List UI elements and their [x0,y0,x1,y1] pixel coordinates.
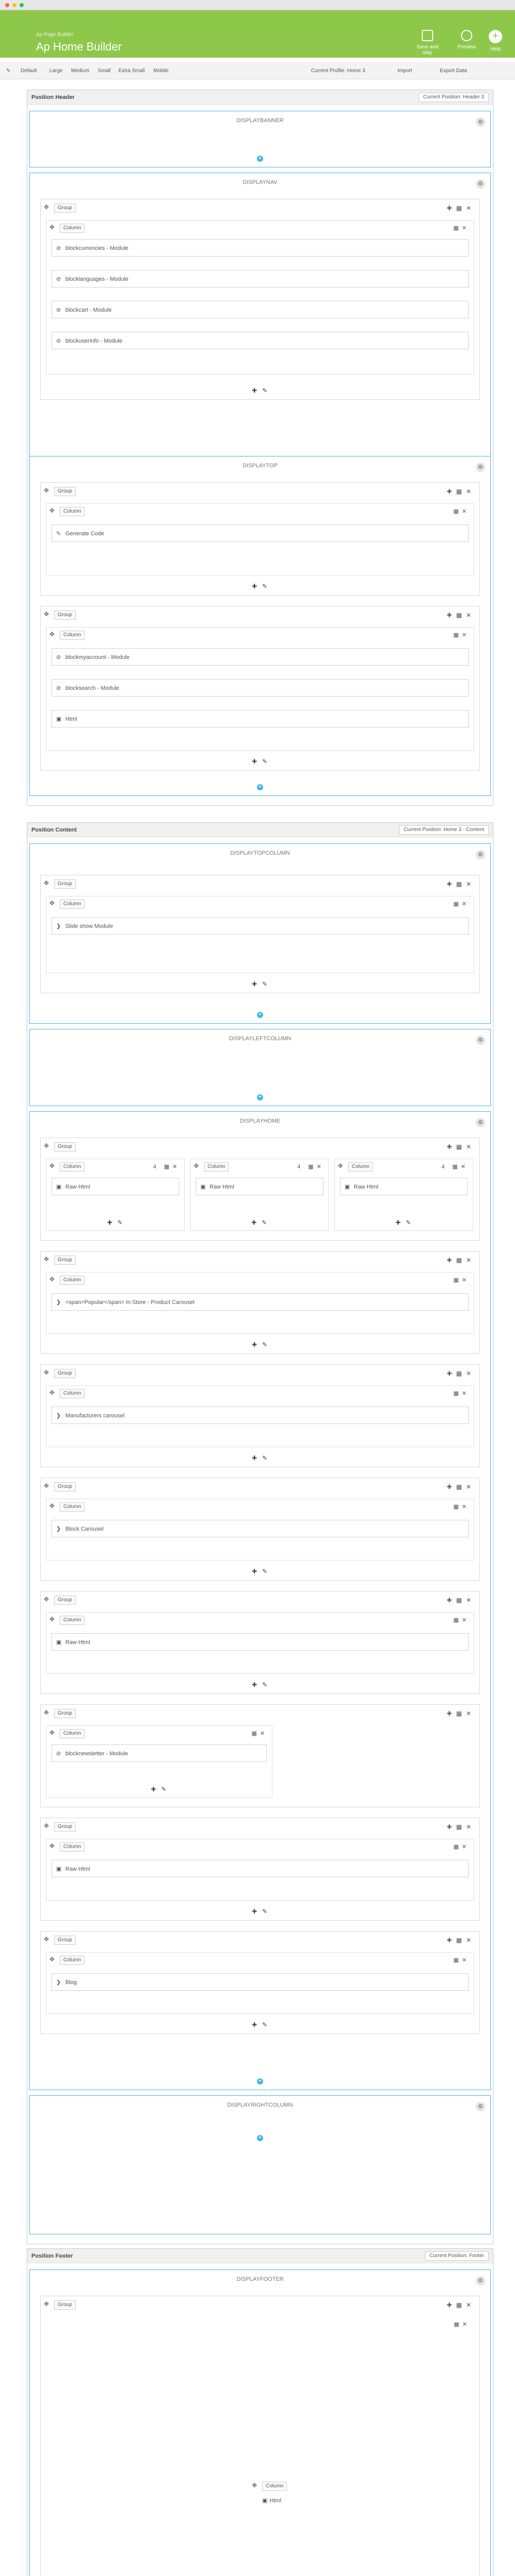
column-button[interactable]: Column [60,1162,84,1172]
import-button[interactable]: Import [398,68,413,74]
profile-selector[interactable]: Current Profile: Home 3 [311,68,366,74]
html-icon: ▣ [345,1184,350,1190]
settings-icon[interactable]: ✎ [6,68,11,74]
column [46,627,474,751]
module-label: blocklanguages - Module [65,276,129,282]
module-item[interactable] [52,1973,469,1991]
device-small[interactable]: Small [98,68,111,74]
move-icon[interactable]: ✥ [49,507,55,514]
group [40,1478,480,1581]
column-button[interactable]: Column [60,1389,84,1398]
add-group-icon[interactable]: + [257,1012,263,1018]
column [46,896,474,973]
column-tools[interactable]: 4 ▦✕ [297,1164,324,1170]
column-width[interactable]: 4 [441,1164,448,1170]
module-item[interactable] [52,1744,267,1762]
chevron-right-icon: ❯ [56,1413,61,1419]
group-tools[interactable]: ✚▦✕ [447,1823,475,1831]
save-label: Save and stay [416,44,439,56]
column [46,1612,474,1674]
column-add-tools[interactable]: ✚✎ [252,1908,273,1915]
column-add-tools[interactable]: ✚✎ [252,1341,273,1348]
hook-displayhome [29,1111,491,2090]
module-label: Raw Html [354,1184,379,1190]
position-title: Position Footer [31,2253,73,2259]
group-tools[interactable]: ✚▦✕ [447,1143,475,1150]
column-button[interactable]: Column [204,1162,229,1172]
module-icon: ⊘ [56,338,61,344]
window-chrome [0,0,515,10]
position-selector[interactable]: Current Position: Footer [425,2251,489,2261]
column-add-tools[interactable]: ✚✎ [252,2021,273,2028]
html-icon: ▣ [56,1639,62,1646]
help-label: Help [490,46,501,52]
move-icon[interactable]: ✥ [49,1276,55,1283]
save-button[interactable] [412,30,443,56]
add-group-icon[interactable]: + [257,784,263,790]
move-icon[interactable]: ✥ [44,487,49,494]
module-item[interactable] [52,1520,469,1537]
column-button[interactable]: Column [60,224,84,233]
column-button[interactable]: Column [60,1276,84,1285]
group-button[interactable]: Group [54,2300,76,2310]
module-item[interactable] [52,917,469,935]
group-tools[interactable]: ✚▦✕ [447,1710,475,1717]
group-tools[interactable]: ✚▦✕ [447,488,475,495]
html-icon: ▣ [200,1184,206,1190]
move-icon[interactable]: ✥ [252,2482,258,2489]
minimize-dot-icon[interactable] [12,3,16,7]
chevron-right-icon: ❯ [56,1526,61,1532]
module-add-tools[interactable]: ✚✎ [151,1786,172,1793]
chevron-right-icon: ❯ [56,1299,61,1306]
move-icon[interactable]: ✥ [44,1709,49,1716]
group-tools[interactable]: ✚▦✕ [447,205,475,212]
hook-displaytopcolumn [29,843,491,1024]
chevron-right-icon: ❯ [56,1979,61,1986]
group-tools[interactable]: ✚▦✕ [447,1483,475,1490]
column-add-tools[interactable]: ✚✎ [252,387,273,394]
hook-name: DISPLAYTOP [242,463,278,469]
column-button[interactable]: Column [60,900,84,909]
group-button[interactable]: Group [54,1256,76,1265]
hook-displayrightcolumn [29,2095,491,2234]
module-icon: ⊘ [56,276,61,282]
column-button[interactable]: Column [60,1502,84,1512]
column-width[interactable]: 4 [297,1164,304,1170]
module-icon: ⊘ [56,245,61,251]
module-item[interactable] [52,270,469,287]
column-tools[interactable]: ▦✕ [453,1957,470,1963]
column [46,1839,474,1901]
help-button[interactable] [480,30,511,52]
hook-displayfooter [29,2269,491,2576]
html-icon: ▣ [56,1184,62,1190]
column-width[interactable]: 4 [153,1164,160,1170]
move-icon[interactable]: ✥ [44,1936,49,1943]
module-item[interactable] [196,1178,323,1195]
group-button[interactable]: Group [54,1369,76,1378]
group [40,875,480,993]
device-large[interactable]: Large [49,68,63,74]
column-tools[interactable]: ▦✕ [453,632,470,638]
group-button[interactable]: Group [54,204,76,213]
column-add-tools[interactable]: ✚✎ [252,1681,273,1688]
module-item[interactable] [52,679,469,697]
hook-displayleftcolumn [29,1029,491,1106]
column-tools[interactable]: ▦✕ [453,225,470,231]
column-tools[interactable]: ▦✕ [453,1504,470,1510]
group [40,1364,480,1467]
module-item[interactable] [52,710,469,727]
move-icon[interactable]: ✥ [44,1596,49,1603]
position-title: Position Content [31,827,77,833]
module-label: Raw Html [210,1184,234,1190]
device-toolbar-top [0,62,515,79]
position-selector[interactable]: Current Position: Home 3 - Content [399,825,489,835]
group-tools[interactable]: ✚▦✕ [447,1597,475,1604]
move-icon[interactable]: ✥ [44,1256,49,1263]
group-button[interactable]: Group [54,487,76,496]
preview-button[interactable] [451,30,482,50]
group [40,1138,480,1241]
move-icon[interactable]: ✥ [44,204,49,211]
group [40,199,480,400]
module-label: Generate Code [65,531,105,537]
move-icon[interactable]: ✥ [49,1616,55,1623]
module-label: blocksearch - Module [65,685,119,691]
group-tools[interactable]: ✚▦✕ [447,1257,475,1264]
gear-icon[interactable]: ⚙ [476,2276,485,2285]
group-tools[interactable]: ✚▦✕ [447,1370,475,1377]
column-collapsed [252,2482,293,2491]
column-button[interactable]: Column [348,1162,373,1172]
device-medium[interactable]: Medium [71,68,90,74]
column-button[interactable]: Column [262,2482,287,2491]
group-tools[interactable]: ✚▦✕ [447,880,475,888]
column [190,1159,329,1231]
module-item[interactable] [262,2497,293,2504]
move-icon[interactable]: ✥ [49,1389,55,1396]
export-button[interactable]: Export Data [440,68,467,74]
breadcrumb[interactable]: Ap Page Builder [36,32,74,38]
move-icon[interactable]: ✥ [49,224,55,231]
column [46,1385,474,1447]
add-group-icon[interactable]: + [257,1094,263,1100]
module-item[interactable] [52,301,469,318]
module-icon: ⊘ [56,654,61,660]
device-default[interactable]: Default [21,68,37,74]
column [46,220,474,375]
column-add-tools[interactable]: ✚✎ [252,758,273,765]
move-icon[interactable]: ✥ [44,611,49,618]
help-icon: + [489,30,502,43]
module-label: blockcart - Module [65,307,112,313]
position-header [27,90,493,806]
maximize-dot-icon[interactable] [20,3,24,7]
gear-icon[interactable]: ⚙ [476,850,485,859]
column [46,1725,272,1798]
group [40,606,480,771]
move-icon[interactable]: ✥ [49,1502,55,1510]
column-button[interactable]: Column [60,1842,84,1852]
group [40,2296,480,2576]
module-item[interactable] [52,1406,469,1424]
close-dot-icon[interactable] [5,3,9,7]
group-button[interactable]: Group [54,1482,76,1492]
move-icon[interactable]: ✥ [44,2300,49,2308]
move-icon[interactable]: ✥ [49,900,55,907]
column-button[interactable]: Column [60,507,84,516]
preview-label: Preview [457,44,476,50]
module-item[interactable] [52,524,469,542]
group-tools[interactable]: ✚▦✕ [447,2301,475,2309]
module-label: Raw Html [65,1184,90,1190]
page-title: Ap Home Builder [36,40,122,53]
module-item[interactable] [52,648,469,666]
module-label: Block Carousel [65,1526,104,1532]
group-tools[interactable]: ✚▦✕ [447,1937,475,1944]
move-icon[interactable]: ✥ [49,1729,55,1736]
html-icon: ▣ [56,716,62,722]
gear-icon[interactable]: ⚙ [476,463,485,472]
move-icon[interactable]: ✥ [49,1842,55,1850]
move-icon[interactable]: ✥ [49,631,55,638]
group-button[interactable]: Group [54,1142,76,1151]
column-tools[interactable]: ▦✕ [453,1391,470,1397]
add-group-icon[interactable]: + [257,156,263,162]
position-footer [27,2248,493,2576]
module-add-tools[interactable]: ✚✎ [396,1219,417,1226]
gear-icon[interactable]: ⚙ [476,1118,485,1127]
column-tools[interactable]: ▦✕ [453,1277,470,1283]
module-label: blockcurrencies - Module [65,245,129,251]
module-icon: ⊘ [56,1751,61,1757]
hook-name: DISPLAYHOME [239,1118,281,1124]
column-tools[interactable]: 4 ▦✕ [153,1164,180,1170]
column [46,2317,474,2576]
column-tools[interactable]: ▦✕ [454,2321,470,2328]
move-icon[interactable]: ✥ [44,1142,49,1149]
device-extra-small[interactable]: Extra Small [118,68,145,74]
group [40,1591,480,1694]
chevron-right-icon: ❯ [56,923,61,929]
column [46,1272,474,1334]
column-tools[interactable]: 4 ▦✕ [441,1164,469,1170]
group-tools[interactable]: ✚▦✕ [447,612,475,619]
module-item[interactable] [52,1633,469,1651]
gear-icon[interactable]: ⚙ [476,117,485,127]
hook-name: DISPLAYNAV [243,179,278,185]
hook-displaybanner [29,111,491,167]
html-icon: ▣ [56,1866,62,1872]
eye-icon [461,30,472,41]
code-icon: ✎ [56,531,61,537]
column [46,503,474,575]
group [40,1251,480,1354]
position-title: Position Header [31,94,75,100]
module-label: Blog [65,1979,77,1986]
hook-name: DISPLAYLEFTCOLUMN [229,1036,291,1042]
move-icon[interactable]: ✥ [44,879,49,887]
move-icon[interactable]: ✥ [44,1482,49,1489]
hook-name: DISPLAYTOPCOLUMN [230,850,290,856]
add-group-icon[interactable]: + [257,2078,263,2084]
column-tools[interactable]: ▦✕ [453,1617,470,1623]
module-item[interactable] [340,1178,468,1195]
hook-displaytop [29,456,491,796]
module-label: blockuserinfo - Module [65,338,123,344]
gear-icon[interactable]: ⚙ [476,179,485,189]
module-item[interactable] [52,1293,469,1311]
column-add-tools[interactable]: ✚✎ [252,583,273,590]
module-add-tools[interactable]: ✚✎ [107,1219,128,1226]
module-label: Raw Html [65,1866,90,1872]
module-label: blocknewsletter - Module [65,1751,128,1757]
column-tools[interactable]: ▦✕ [453,901,470,907]
column-button[interactable]: Column [60,1956,84,1965]
position-content [27,822,493,2244]
module-add-tools[interactable]: ✚✎ [251,1219,272,1226]
group-button[interactable]: Group [54,1936,76,1945]
column-add-tools[interactable]: ✚✎ [252,1454,273,1462]
module-label: Html [269,2498,282,2504]
column-button[interactable]: Column [60,631,84,640]
add-group-icon[interactable]: + [257,2135,263,2141]
hook-displaynav [29,173,491,502]
column [334,1159,473,1231]
html-icon: ▣ [262,2498,268,2504]
hook-name: DISPLAYFOOTER [236,2276,284,2282]
move-icon[interactable]: ✥ [44,1822,49,1829]
position-selector[interactable]: Current Position: Header 3 [419,93,489,102]
save-icon [422,30,433,41]
gear-icon[interactable]: ⚙ [476,1036,485,1045]
column [46,1952,474,2014]
move-icon[interactable]: ✥ [338,1162,344,1170]
column-tools[interactable]: ▦✕ [251,1731,268,1737]
group [40,1931,480,2034]
module-label: Slide show Module [65,923,113,929]
module-icon: ⊘ [56,307,61,313]
module-label: blockmyaccount - Module [65,654,130,660]
app-header [0,10,515,58]
column-add-tools[interactable]: ✚✎ [252,980,273,988]
device-mobile[interactable]: Mobile [153,68,169,74]
module-label: Manufacturers carousel [65,1413,125,1419]
module-label: Html [65,716,77,722]
hook-name: DISPLAYBANNER [236,117,284,124]
column-tools[interactable]: ▦✕ [453,509,470,515]
module-label: <span>Popular</span> In Store - Product Carousel [65,1299,195,1306]
group-button[interactable]: Group [54,1822,76,1832]
hook-name: DISPLAYRIGHTCOLUMN [227,2102,293,2108]
group-button[interactable]: Group [54,1596,76,1605]
module-label: Raw Html [65,1639,90,1646]
column-add-tools[interactable]: ✚✎ [252,1568,273,1575]
group [40,1704,480,1807]
module-item[interactable] [52,332,469,349]
move-icon[interactable]: ✥ [194,1162,199,1170]
column [46,1499,474,1561]
column-button[interactable]: Column [60,1616,84,1625]
module-icon: ⊘ [56,685,61,691]
column-tools[interactable]: ▦✕ [453,1844,470,1850]
move-icon[interactable]: ✥ [49,1162,55,1170]
group-button[interactable]: Group [54,879,76,889]
group-button[interactable]: Group [54,611,76,620]
module-item[interactable] [52,1860,469,1877]
group [40,1818,480,1921]
group-button[interactable]: Group [54,1709,76,1718]
gear-icon[interactable]: ⚙ [476,2102,485,2111]
group [40,482,480,596]
module-item[interactable] [52,239,469,257]
move-icon[interactable]: ✥ [49,1956,55,1963]
column [46,1159,185,1231]
column-button[interactable]: Column [60,1729,84,1738]
move-icon[interactable]: ✥ [44,1369,49,1376]
module-item[interactable] [52,1178,179,1195]
